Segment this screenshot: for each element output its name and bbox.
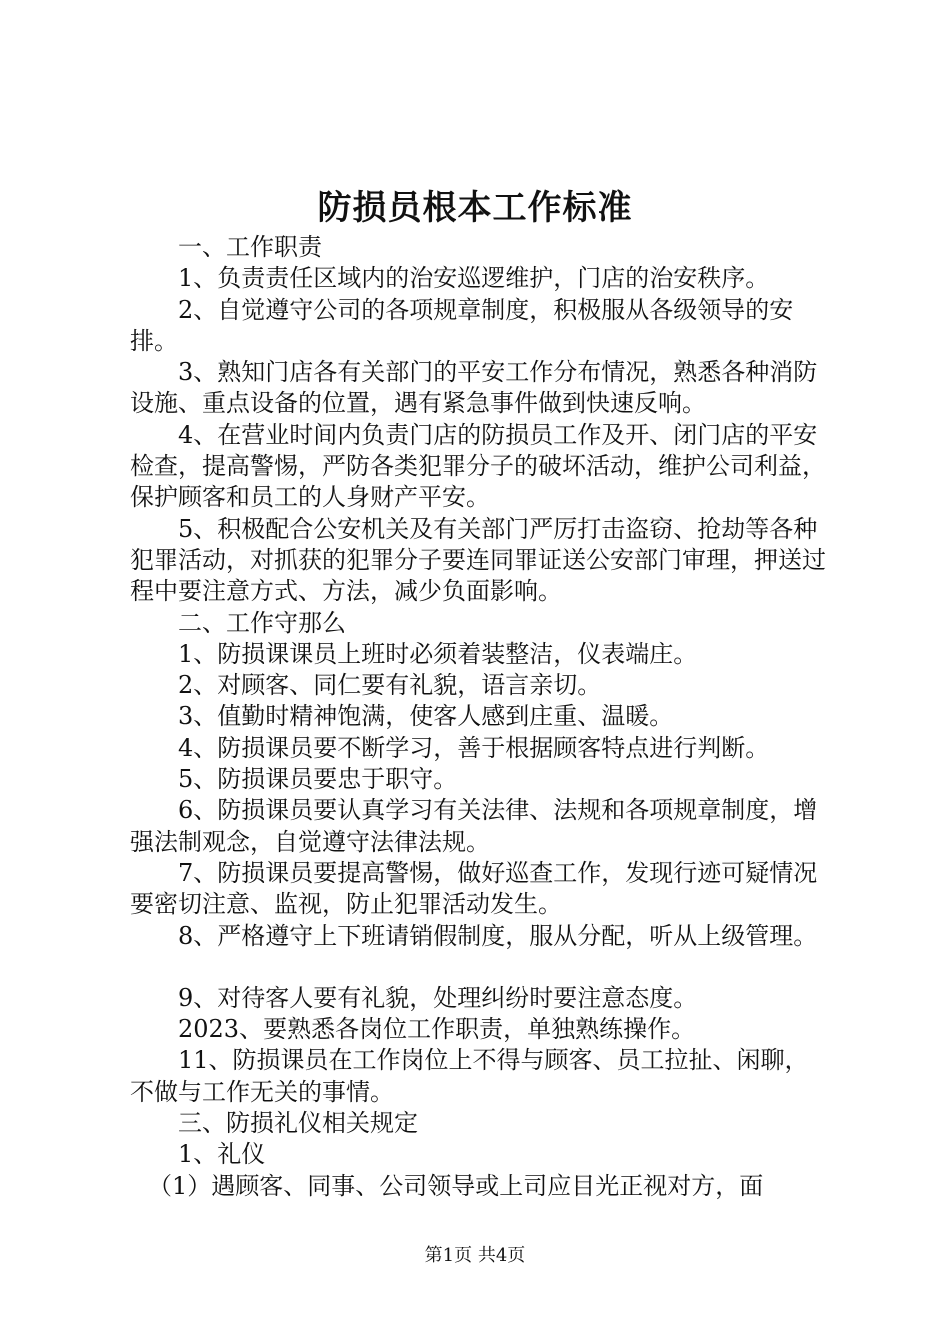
document-body xyxy=(130,232,830,1202)
paragraph: 2、对顾客、同仁要有礼貌，语言亲切。 xyxy=(178,671,602,700)
paragraph: 6、防损课员要认真学习有关法律、法规和各项规章制度，增强法制观念，自觉遵守法律法规。 xyxy=(130,796,818,856)
paragraph: 5、积极配合公安机关及有关部门严厉打击盗窃、抢劫等各种犯罪活动，对抓获的犯罪分子要连同罪证送公安部门审理，押送过程中要注意方式、方法，减少负面影响。 xyxy=(130,514,826,606)
paragraph: 1、礼仪 xyxy=(178,1140,266,1169)
paragraph: 9、对待客人要有礼貌，处理纠纷时要注意态度。 xyxy=(178,983,698,1012)
paragraph: 3、值勤时精神饱满，使客人感到庄重、温暖。 xyxy=(178,702,674,731)
paragraph: 2、自觉遵守公司的各项规章制度，积极服从各级领导的安排。 xyxy=(130,295,794,355)
paragraph: 4、在营业时间内负责门店的防损员工作及开、闭门店的平安检查，提高警惕，严防各类犯罪分子的破坏活动，维护公司利益，保护顾客和员工的人身财产平安。 xyxy=(130,420,826,512)
paragraph: 4、防损课员要不断学习，善于根据顾客特点进行判断。 xyxy=(178,733,770,762)
page-footer: 第1页 共4页 xyxy=(424,1245,526,1266)
section-heading: 三、防损礼仪相关规定 xyxy=(178,1109,418,1138)
paragraph: 8、严格遵守上下班请销假制度，服从分配，听从上级管理。 xyxy=(178,921,818,950)
section-heading: 一、工作职责 xyxy=(178,233,322,261)
paragraph: 11、防损课员在工作岗位上不得与顾客、员工拉扯、闲聊，不做与工作无关的事情。 xyxy=(130,1046,809,1106)
paragraph: 1、负责责任区域内的治安巡逻维护，门店的治安秩序。 xyxy=(178,264,770,293)
section-heading: 二、工作守那么 xyxy=(178,608,346,637)
document-title: 防损员根本工作标准 xyxy=(317,188,633,228)
paragraph: 2023、要熟悉各岗位工作职责，单独熟练操作。 xyxy=(178,1015,696,1044)
paragraph: （1）遇顾客、同事、公司领导或上司应目光正视对方，面 xyxy=(148,1171,764,1200)
paragraph: 7、防损课员要提高警惕，做好巡查工作，发现行迹可疑情况要密切注意、监视，防止犯罪活动发生。 xyxy=(130,858,818,919)
paragraph: 3、熟知门店各有关部门的平安工作分布情况，熟悉各种消防设施、重点设备的位置，遇有紧急事件做到快速反响。 xyxy=(130,358,818,418)
blank-line xyxy=(130,952,830,983)
paragraph: 1、防损课课员上班时必须着装整洁，仪表端庄。 xyxy=(178,639,698,668)
paragraph: 5、防损课员要忠于职守。 xyxy=(178,765,458,794)
